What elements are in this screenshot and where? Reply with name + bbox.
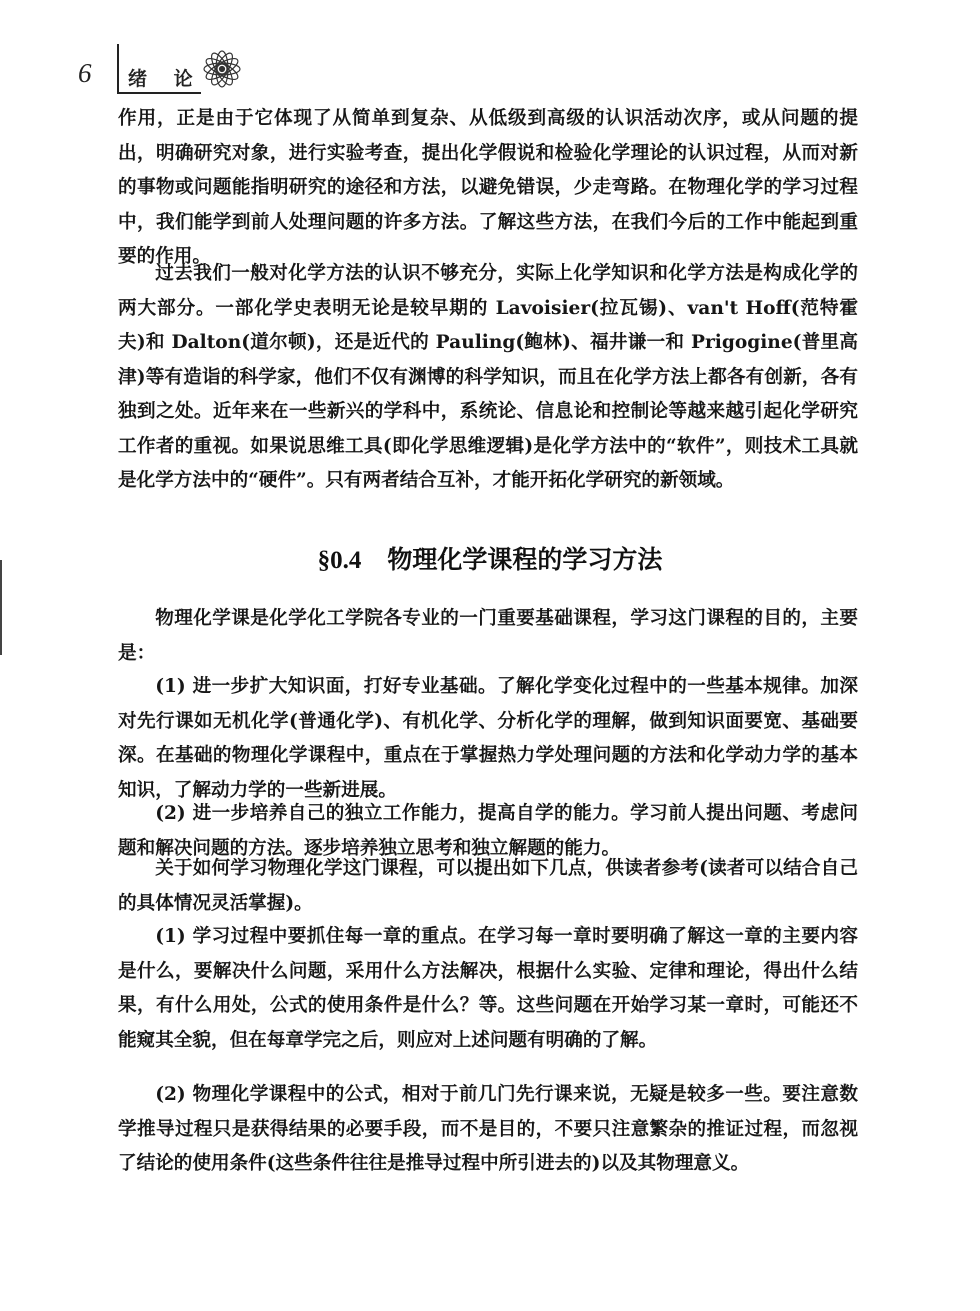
flower-ornament-icon [196,46,248,96]
paragraph-7: (1) 学习过程中要抓住每一章的重点。在学习每一章时要明确了解这一章的主要内容是什么，要解决什么问题，采用什么方法解决，根据什么实验、定律和理论，得出什么结果，有什么用处，公式的使用条件是什么？等。这些问题在开始学习某一章时，可能还不能窥其全貌，但在每章学完之后，则应对上述问题有明确的了解。 [118,926,858,1051]
margin-mark [0,560,2,655]
header-horizontal-rule [117,92,201,94]
section-heading [0,540,980,576]
paragraph-4: (1) 进一步扩大知识面，打好专业基础。了解化学变化过程中的一些基本规律。加深对先行课如无机化学(普通化学)、有机化学、分析化学的理解，做到知识面要宽、基础要深。在基础的物理化学课程中，重点在于掌握热力学处理问题的方法和化学动力学的基本知识，了解动力学的一些新进展。 [118,676,858,801]
section-number: §0.4 [317,547,362,574]
paragraph-6: 关于如何学习物理化学这门课程，可以提出如下几点，供读者参考(读者可以结合自己的具体情况灵活掌握)。 [118,858,858,914]
paragraph-5: (2) 进一步培养自己的独立工作能力，提高自学的能力。学习前人提出问题、考虑问题和解决问题的方法。逐步培养独立思考和独立解题的能力。 [118,803,858,859]
paragraph-3: 物理化学课是化学化工学院各专业的一门重要基础课程，学习这门课程的目的，主要是： [118,608,858,664]
paragraph-8: (2) 物理化学课程中的公式，相对于前几门先行课来说，无疑是较多一些。要注意数学推导过程只是获得结果的必要手段，而不是目的，不要只注意繁杂的推证过程，而忽视了结论的使用条件(这些条件往往是推导过程中所引进去的)以及其物理意义。 [118,1084,858,1174]
paragraph-2: 过去我们一般对化学方法的认识不够充分，实际上化学知识和化学方法是构成化学的两大部分。一部化学史表明无论是较早期的 Lavoisier(拉瓦锡)、van't Hoff(范特霍夫)和 Dalton(道尔顿)，还是近代的 Pauling(鲍林)、福井谦一和 Prigogine(普里高津)等有造诣的科学家，他们不仅有渊博的科学知识，而且在化学方法上都各有创新，各有独到之处。近年来在一些新兴的学科中，系统论、信息论和控制论等越来越引起化学研究工作者的重视。如果说思维工具(即化学思维逻辑)是化学方法中的“软件”，则技术工具就是化学方法中的“硬件”。只有两者结合互补，才能开拓化学研究的新领域。 [118,263,858,491]
header-vertical-rule [117,44,119,94]
page-number: 6 [78,58,92,88]
paragraph-1: 作用，正是由于它体现了从简单到复杂、从低级到高级的认识活动次序，或从问题的提出，明确研究对象，进行实验考查，提出化学假说和检验化学理论的认识过程，从而对新的事物或问题能指明研究的途径和方法，以避免错误，少走弯路。在物理化学的学习过程中，我们能学到前人处理问题的许多方法。了解这些方法，在我们今后的工作中能起到重要的作用。 [118,108,858,267]
section-title: 物理化学课程的学习方法 [387,545,663,574]
header-label: 绪 论 [128,68,203,90]
